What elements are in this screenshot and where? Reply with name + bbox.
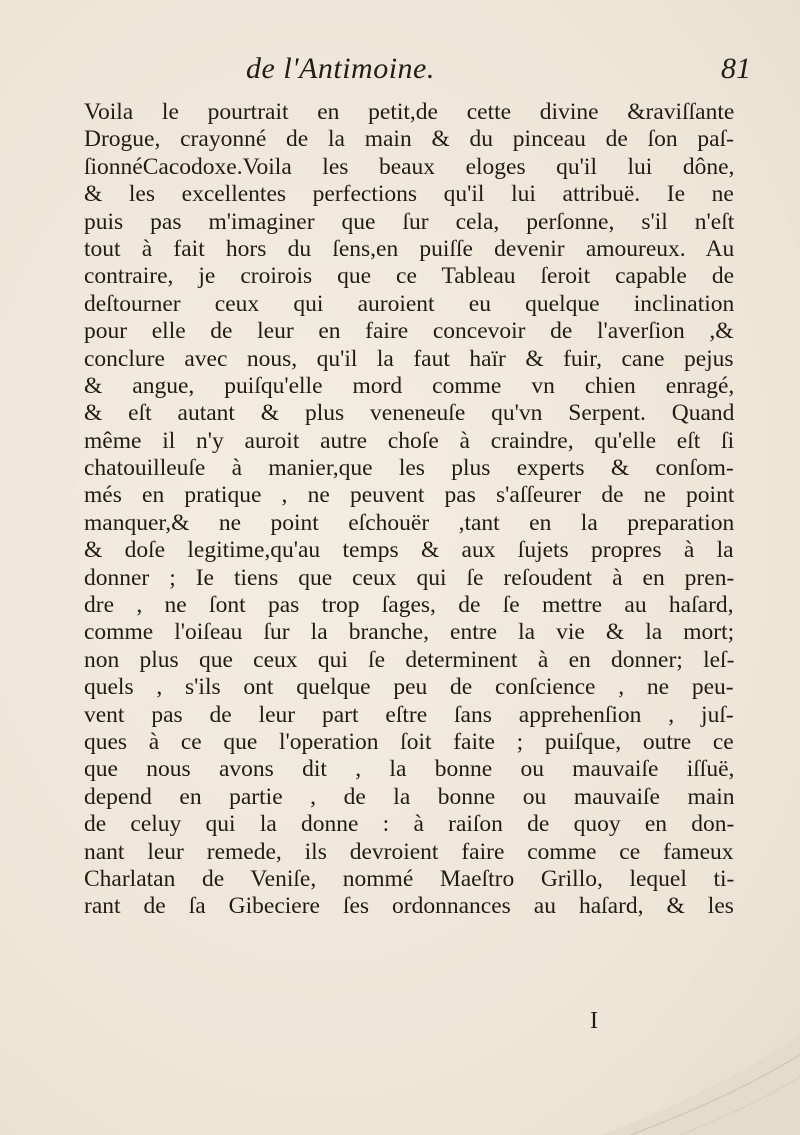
text-line: depend en partie , de la bonne ou mauvaiſe main <box>84 783 735 810</box>
text-line: & doſe legitime,qu'au temps & aux ſujets propres à la <box>84 537 734 564</box>
text-line: rant de ſa Gibeciere ſes ordonnances au haſard, & les <box>84 893 734 920</box>
text-line: ques à ce que l'operation ſoit faite ; puiſque, outre ce <box>84 728 734 755</box>
text-line: pour elle de leur en faire concevoir de l'averſion ,& <box>84 318 734 345</box>
running-head: de l'Antimoine. <box>246 52 435 85</box>
body-text <box>84 99 734 921</box>
text-line: conclure avec nous, qu'il la faut haïr & fuir, cane pejus <box>84 345 734 372</box>
text-line: comme l'oiſeau ſur la branche, entre la vie & la mort; <box>84 619 735 646</box>
text-line: vent pas de leur part eſtre ſans apprehenſion , juſ- <box>84 701 734 728</box>
page-header <box>0 52 800 92</box>
text-line: més en pratique , ne peuvent pas s'aſſeurer de ne point <box>84 482 735 509</box>
text-line: tout à fait hors du ſens,en puiſſe devenir amoureux. Au <box>84 235 735 262</box>
text-line: manquer,& ne point eſchouër ,tant en la preparation <box>84 509 735 536</box>
text-line: quels , s'ils ont quelque peu de conſcience , ne peu- <box>84 674 734 701</box>
text-line: même il n'y auroit autre choſe à craindre, qu'elle eſt ſi <box>84 427 735 454</box>
text-line: & les excellentes perfections qu'il lui attribuë. Ie ne <box>84 181 734 208</box>
text-line: dre , ne ſont pas trop ſages, de ſe mettre au haſard, <box>84 592 734 619</box>
text-line: chatouilleuſe à manier,que les plus experts & conſom- <box>84 455 734 482</box>
text-line: donner ; Ie tiens que ceux qui ſe reſoudent à en pren- <box>84 564 735 591</box>
text-line: Charlatan de Veniſe, nommé Maeſtro Grillo, lequel ti- <box>84 865 735 892</box>
text-line: non plus que ceux qui ſe determinent à en donner; leſ- <box>84 646 735 673</box>
text-line: Drogue, crayonné de la main & du pinceau de ſon paſ- <box>84 126 734 153</box>
text-line: que nous avons dit , la bonne ou mauvaiſe iſſuë, <box>84 756 735 783</box>
text-line: & angue, puiſqu'elle mord comme vn chien enragé, <box>84 372 735 399</box>
text-line: puis pas m'imaginer que ſur cela, perſonne, s'il n'eſt <box>84 208 735 235</box>
text-line: de celuy qui la donne : à raiſon de quoy en don- <box>84 811 735 838</box>
text-line: ſionnéCacodoxe.Voila les beaux eloges qu'il lui dône, <box>84 153 735 180</box>
text-line: Voila le pourtrait en petit,de cette divine &raviſſante <box>84 99 735 125</box>
page-curl-icon <box>540 1015 800 1135</box>
text-line: deſtourner ceux qui auroient eu quelque inclination <box>84 290 735 317</box>
text-line: & eſt autant & plus veneneuſe qu'vn Serpent. Quand <box>84 400 735 427</box>
text-line: contraire, je croirois que ce Tableau ſeroit capable de <box>84 263 735 290</box>
page-number: 81 <box>721 52 751 85</box>
text-line: nant leur remede, ils devroient faire comme ce fameux <box>84 838 734 865</box>
catchword: I <box>590 1008 598 1034</box>
